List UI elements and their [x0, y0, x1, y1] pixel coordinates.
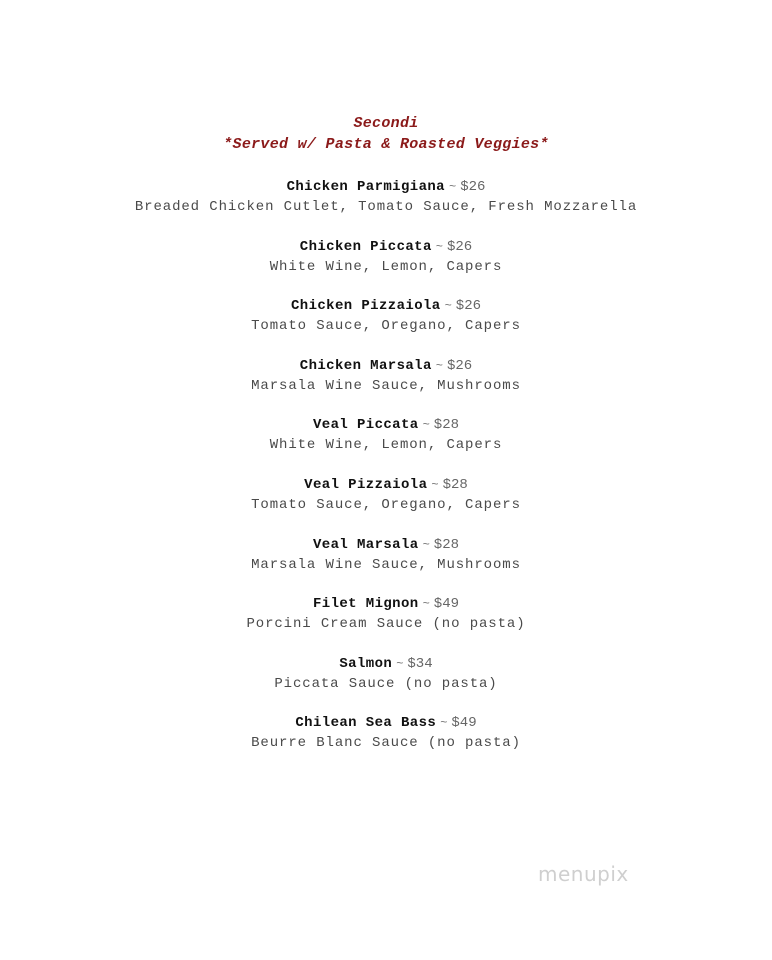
- item-price: $49: [433, 596, 460, 613]
- menu-item-veal-pizzaiola: [0, 475, 772, 535]
- menu-item-chicken-marsala: [0, 356, 772, 416]
- item-name: Filet Mignon: [312, 596, 419, 613]
- item-line: [0, 475, 772, 495]
- item-line: [0, 237, 772, 257]
- item-name: Veal Marsala: [312, 536, 419, 553]
- item-separator: ~: [422, 597, 430, 612]
- item-separator: ~: [422, 418, 430, 433]
- item-line: [0, 594, 772, 614]
- item-description: Marsala Wine Sauce, Mushrooms: [251, 556, 521, 573]
- menu-item-chilean-sea-bass: [0, 713, 772, 773]
- item-description: Marsala Wine Sauce, Mushrooms: [251, 377, 521, 394]
- item-separator: ~: [449, 180, 457, 194]
- menu-list: [0, 177, 772, 773]
- item-name: Chilean Sea Bass: [295, 715, 437, 732]
- item-name: Veal Piccata: [312, 417, 419, 434]
- item-name: Chicken Parmigiana: [286, 179, 445, 195]
- item-price: $34: [407, 655, 433, 672]
- item-description: Tomato Sauce, Oregano, Capers: [251, 318, 521, 335]
- section-title: Secondi: [353, 115, 419, 132]
- watermark-logo: menupix: [538, 862, 629, 886]
- item-price: $49: [451, 715, 477, 732]
- menu-item-veal-marsala: [0, 535, 772, 595]
- item-description: Piccata Sauce (no pasta): [274, 675, 498, 692]
- menu-item-veal-piccata: [0, 415, 772, 475]
- menu-item-salmon: [0, 654, 772, 714]
- menu-item-filet-mignon: [0, 594, 772, 654]
- item-price: $28: [442, 476, 468, 493]
- item-separator: ~: [435, 358, 443, 373]
- item-name: Chicken Pizzaiola: [290, 298, 441, 315]
- item-name: Salmon: [339, 655, 393, 672]
- menu-item-chicken-pizzaiola: [0, 296, 772, 356]
- item-line: [0, 713, 772, 733]
- item-separator: ~: [431, 477, 439, 492]
- item-line: [0, 356, 772, 376]
- item-name: Veal Pizzaiola: [304, 476, 428, 493]
- item-price: $26: [460, 179, 486, 195]
- item-price: $26: [455, 298, 482, 315]
- item-price: $28: [433, 536, 460, 553]
- item-description: Breaded Chicken Cutlet, Tomato Sauce, Fresh Mozzarella: [134, 199, 638, 215]
- item-description: White Wine, Lemon, Capers: [269, 437, 503, 454]
- item-price: $26: [447, 238, 473, 255]
- item-description: Porcini Cream Sauce (no pasta): [246, 616, 526, 633]
- item-description: Tomato Sauce, Oregano, Capers: [251, 496, 521, 513]
- item-separator: ~: [440, 716, 448, 731]
- item-line: [0, 415, 772, 435]
- item-separator: ~: [435, 239, 443, 254]
- item-separator: ~: [444, 299, 452, 314]
- item-line: [0, 535, 772, 555]
- item-price: $26: [447, 357, 473, 374]
- item-separator: ~: [396, 656, 404, 671]
- item-price: $28: [433, 417, 460, 434]
- item-line: [0, 296, 772, 316]
- item-name: Chicken Piccata: [299, 238, 432, 255]
- item-description: Beurre Blanc Sauce (no pasta): [251, 735, 521, 752]
- item-separator: ~: [422, 537, 430, 552]
- menu-item-chicken-piccata: [0, 237, 772, 297]
- item-line: [0, 177, 772, 197]
- menu-item-chicken-parmigiana: [0, 177, 772, 237]
- section-subtitle: *Served w/ Pasta & Roasted Veggies*: [223, 136, 549, 153]
- item-line: [0, 654, 772, 674]
- item-description: White Wine, Lemon, Capers: [269, 258, 503, 275]
- item-name: Chicken Marsala: [299, 357, 432, 374]
